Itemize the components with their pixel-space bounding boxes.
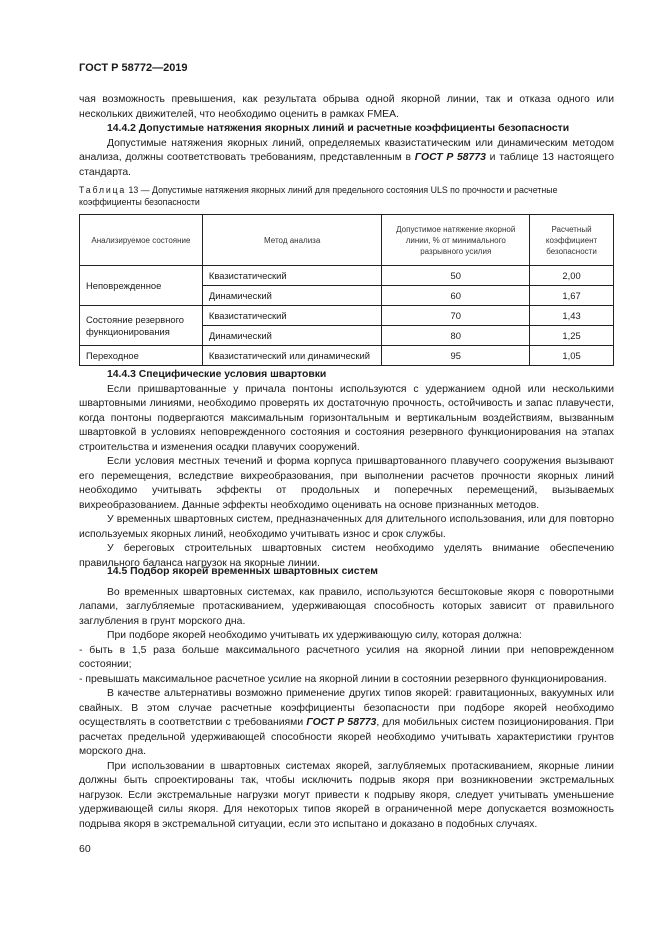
header-cell: Допустимое натяжение якорной линии, % от минимального разрывного усилия — [382, 215, 530, 266]
text-run: Допустимые натяжения якорных линий, определяемых квазистатическим или динамическим методом анализа, должны соответствовать требованиям, представленным в — [79, 137, 614, 163]
section-14-5 — [79, 565, 614, 832]
text-run: , для мобильных систем позиционирования. При расчетах предельной удерживающей способности якорей необходимо учитывать характеристики грунтов морского дна. — [79, 717, 614, 757]
standard-reference: ГОСТ Р 58773 — [414, 152, 486, 163]
paragraph: Во временных швартовных системах, как правило, используются бесштоковые якоря с поворотными лапами, заглубляемые протаскиванием, удерживающая способность которых зависит от правильного заглубления в грунт морского дна. — [79, 586, 614, 627]
tension-cell: 50 — [382, 266, 530, 286]
state-cell: Состояние резервного функционирования — [80, 306, 203, 346]
factor-cell: 1,05 — [530, 346, 614, 366]
state-cell: Неповрежденное — [80, 266, 203, 306]
paragraph: Если условия местных течений и форма корпуса пришвартованного плавучего сооружения вызывают его перемещения, вследствие вихреобразования, при выполнении расчетов прочности якорных линий необходимо учитывать эффекты от продольных и поперечных перемещений, вызываемых вихреобразованием. Данные эффекты необходимо оценивать на основе признанных методов. — [79, 456, 614, 511]
paragraph: У береговых строительных швартовных систем необходимо уделять внимание обеспечению правильного баланса нагрузок на якорные линии. — [79, 543, 614, 569]
factor-cell: 1,25 — [530, 326, 614, 346]
section-heading: 14.4.2 Допустимые натяжения якорных линий и расчетные коэффициенты безопасности — [107, 123, 570, 134]
bullet-item: - превышать максимальное расчетное усилие на якорной линии в состоянии резервного функционирования. — [79, 673, 607, 685]
state-cell: Переходное — [80, 346, 203, 366]
intro-block — [79, 93, 614, 122]
tension-cell: 80 — [382, 326, 530, 346]
paragraph: При использовании в швартовных системах якорей, заглубляемых протаскиванием, якорные линии должны быть спроектированы так, чтобы исключить подрыв якоря при возникновении экстремальных нагрузок. Если экстремальные нагрузки могут привести к подрыву якоря, следует учитывать уменьшение удерживающей силы якоря. Для некоторых типов якорей в ограниченной мере допускается возможность подрыва якоря в экстремальной ситуации, если это испытано и доказано в подобных случаях. — [79, 760, 614, 830]
tension-cell: 60 — [382, 286, 530, 306]
table-row — [80, 306, 614, 326]
table-caption — [79, 184, 614, 208]
bullet-item: - быть в 1,5 раза больше максимального расчетного усилия на якорной линии при неповрежденном состоянии; — [79, 644, 614, 670]
paragraph: При подборе якорей необходимо учитывать их удерживающую силу, которая должна: — [107, 630, 522, 641]
paragraph: Если пришвартованные у причала понтоны используются с удержанием одной или несколькими швартовными линиями, необходимо проверять их достаточную прочность, остойчивость и запас плавучести, когда понтоны подвергаются максимальным горизонтальным и вертикальным воздействиям, вызванным швартовкой в условиях неповрежденного состояния и состояния резервного функционирования на этапах строительства и изменения осадки плавучих сооружений. — [79, 383, 614, 453]
section-heading: 14.5 Подбор якорей временных швартовных систем — [107, 566, 378, 577]
header-cell: Анализируемое состояние — [80, 215, 203, 266]
caption-body: 13 — Допустимые натяжения якорных линий для предельного состояния ULS по прочности и расчетные коэффициенты безопасности — [79, 185, 558, 207]
section-heading: 14.4.3 Специфические условия швартовки — [107, 369, 327, 380]
table-row — [80, 346, 614, 366]
method-cell: Динамический — [202, 326, 382, 346]
text-run: В качестве альтернативы возможно применение других типов якорей: гравитационных, вакуумных или свайных. В этом случае расчетные коэффициенты безопасности при подборе якорей необходимо осуществлять в соответствии с требованиями — [79, 688, 614, 728]
text-run: и таблице 13 настоящего стандарта. — [79, 152, 614, 178]
paragraph: У временных швартовных систем, предназначенных для длительного использования, или для повторно используемых якорных линий, необходимо учитывать износ и срок службы. — [79, 514, 614, 540]
tension-cell: 70 — [382, 306, 530, 326]
method-cell: Динамический — [202, 286, 382, 306]
header-cell: Расчетный коэффициент безопасности — [530, 215, 614, 266]
paragraph — [79, 137, 614, 181]
factor-cell: 1,43 — [530, 306, 614, 326]
paragraph — [79, 687, 614, 760]
tension-cell: 95 — [382, 346, 530, 366]
table-row — [80, 266, 614, 286]
table-header-row — [80, 215, 614, 266]
method-cell: Квазистатический — [202, 266, 382, 286]
intro-paragraph: чая возможность превышения, как результата обрыва одной якорной линии, так и отказа одного или нескольких движителей, что необходимо оценить в рамках FMEA. — [79, 94, 614, 120]
page-number: 60 — [79, 843, 91, 855]
header-cell: Метод анализа — [202, 215, 382, 266]
standard-reference: ГОСТ Р 58773 — [306, 717, 377, 728]
section-14-4-2 — [79, 122, 614, 180]
table-13 — [79, 214, 614, 366]
caption-text — [79, 184, 614, 208]
document-header: ГОСТ Р 58772—2019 — [79, 62, 188, 74]
method-cell: Квазистатический или динамический — [202, 346, 382, 366]
factor-cell: 1,67 — [530, 286, 614, 306]
factor-cell: 2,00 — [530, 266, 614, 286]
caption-label: Таблица — [79, 185, 127, 195]
section-14-4-3 — [79, 368, 614, 571]
method-cell: Квазистатический — [202, 306, 382, 326]
